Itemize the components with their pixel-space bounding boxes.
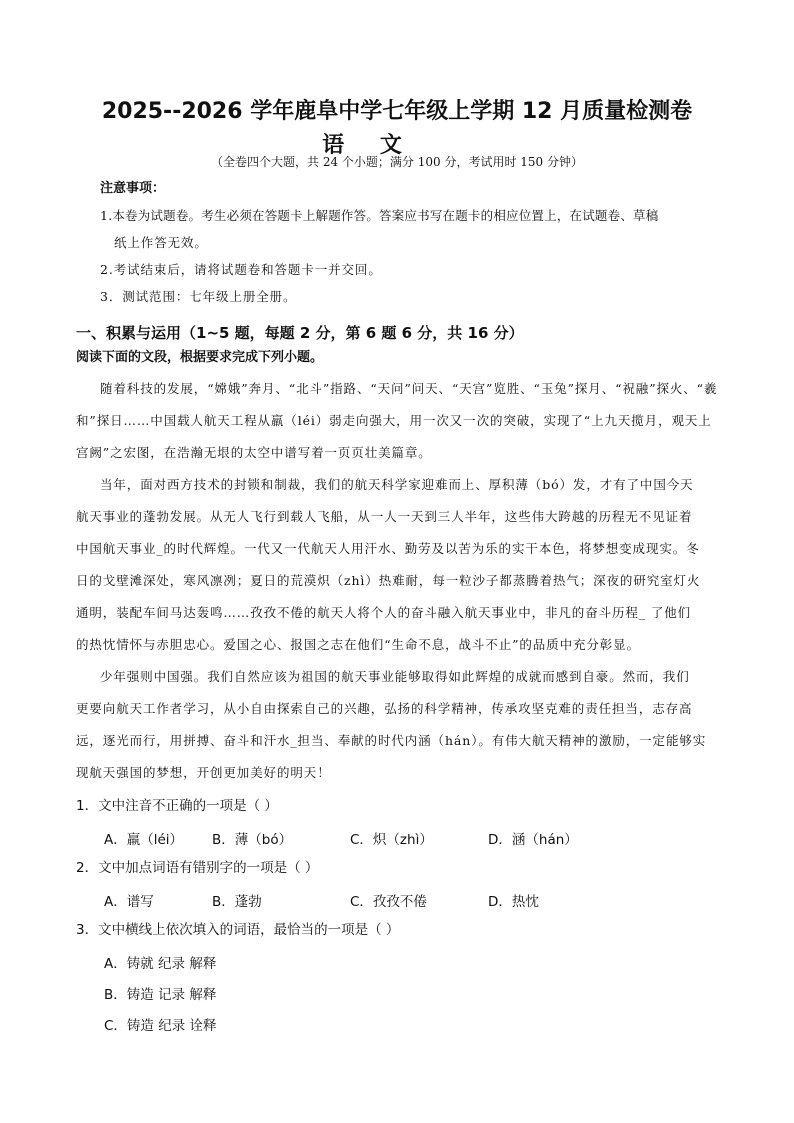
passage-line: 和”探日……中国载人航天工程从羸（léi）弱走向强大，用一次又一次的突破，实现了“上九天揽月，观天上 — [76, 413, 712, 428]
passage-line: 少年强则中国强。我们自然应该为祖国的航天事业能够取得如此辉煌的成就而感到自豪。然而，我们 — [100, 669, 690, 684]
notice-item-1-cont: 纸上作答无效。 — [114, 235, 208, 250]
passage-line: 现航天强国的梦想，开创更加美好的明天！ — [76, 765, 331, 780]
exam-info: （全卷四个大题，共 24 个小题；满分 100 分，考试用时 150 分钟） — [211, 155, 583, 169]
exam-title: 2025--2026 学年鹿阜中学七年级上学期 12 月质量检测卷 — [101, 99, 693, 124]
passage-line: 当年，面对西方技术的封锁和制裁，我们的航天科学家迎难而上、厚积薄（bó）发，才有了中国今天 — [100, 477, 694, 492]
passage-line: 远，逐光而行，用拼搏、奋斗和汗水_担当、奉献的时代内涵（hán）。有伟大航天精神的激励，一定能够实 — [76, 733, 707, 748]
question-3-stem: 3．文中横线上依次填入的词语，最恰当的一项是（ ） — [76, 922, 400, 938]
q1-option-a[interactable]: A．羸（léi） — [104, 832, 184, 848]
passage-line: 通明，装配车间马达轰鸣……孜孜不倦的航天人将个人的奋斗融入航天事业中，非凡的奋斗历程_ 了他们 — [76, 605, 692, 620]
passage-line: 的热忱情怀与赤胆忠心。爱国之心、报国之志在他们“生命不息，战斗不止”的品质中充分彰显。 — [76, 637, 640, 652]
passage-line: 宫阙”之宏图，在浩瀚无垠的太空中谱写着一页页壮美篇章。 — [76, 445, 432, 460]
question-2-stem: 2．文中加点词语有错别字的一项是（ ） — [76, 860, 319, 876]
passage-line: 更要向航天工作者学习，从小自由探索自己的兴趣，弘扬的科学精神，传承攻坚克难的责任担当，志存高 — [76, 701, 693, 716]
notice-item-1: 1.本卷为试题卷。考生必须在答题卡上解题作答。答案应书写在题卡的相应位置上，在试题卷、草稿 — [100, 208, 659, 223]
passage-line: 中国航天事业_的时代辉煌。一代又一代航天人用汗水、勤劳及以苦为乐的实干本色，将梦想变成现实。冬 — [76, 541, 700, 556]
passage-line: 航天事业的蓬勃发展。从无人飞行到载人飞船，从一人一天到三人半年，这些伟大跨越的历程无不见证着 — [76, 509, 693, 524]
passage-line: 日的戈壁滩深处，寒风凛冽；夏日的荒漠炽（zhì）热难耐，每一粒沙子都蒸腾着热气；深夜的研究室灯火 — [76, 573, 701, 588]
q1-option-b[interactable]: B．薄（bó） — [212, 832, 293, 848]
section-1-instruction: 阅读下面的文段，根据要求完成下列小题。 — [76, 350, 324, 365]
notice-heading: 注意事项： — [100, 181, 166, 196]
q1-option-c[interactable]: C．炽（zhì） — [350, 832, 433, 848]
question-1-stem: 1．文中注音不正确的一项是（ ） — [76, 798, 278, 814]
q3-option-b[interactable]: B．铸造 记录 解释 — [104, 987, 217, 1003]
q2-option-a[interactable]: A．谱写 — [104, 894, 154, 910]
section-1-heading: 一、积累与运用（1~5 题，每题 2 分，第 6 题 6 分，共 16 分） — [76, 324, 524, 342]
notice-item-3: 3．测试范围：七年级上册全册。 — [100, 289, 297, 304]
q2-option-b[interactable]: B．蓬勃 — [212, 894, 262, 910]
q2-option-c[interactable]: C．孜孜不倦 — [350, 894, 427, 910]
q1-option-d[interactable]: D．涵（hán） — [488, 832, 578, 848]
q3-option-a[interactable]: A．铸就 纪录 解释 — [104, 956, 217, 972]
passage-line: 随着科技的发展，“嫦娥”奔月、“北斗”指路、“天问”问天、“天宫”览胜、“玉兔”探月、“祝融”探火、“羲 — [100, 381, 718, 396]
q3-option-c[interactable]: C．铸造 纪录 诠释 — [104, 1018, 217, 1034]
notice-item-2: 2.考试结束后，请将试题卷和答题卡一并交回。 — [100, 262, 382, 277]
q2-option-d[interactable]: D．热忱 — [488, 894, 539, 910]
subject-title: 语 文 — [322, 133, 416, 158]
